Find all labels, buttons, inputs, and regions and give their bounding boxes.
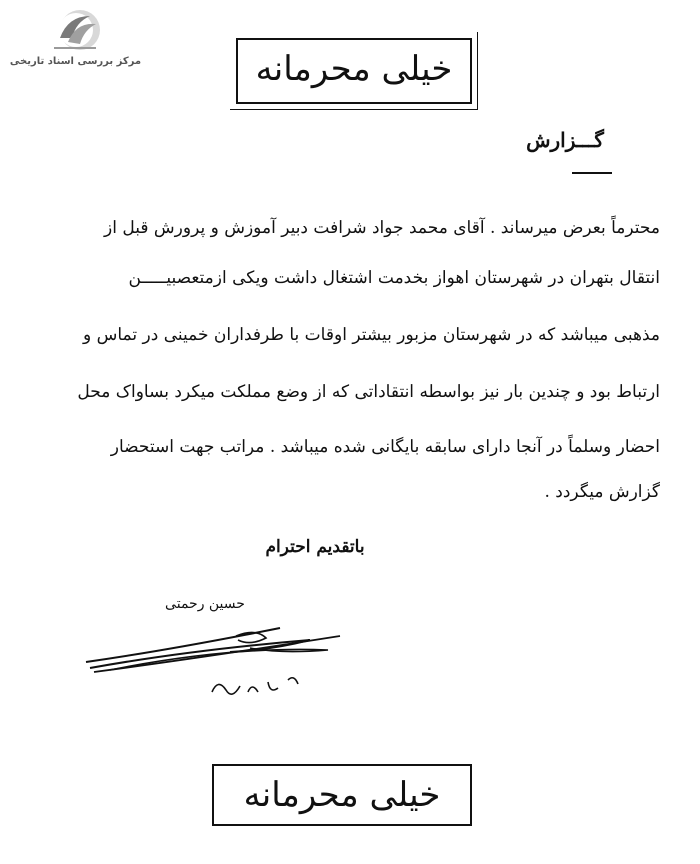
body-line-1: محترماً بعرض میرساند . آقای محمد جواد شرافت دبیر آموزش و پرورش قبل از [104, 218, 660, 238]
stamp-bottom-text: خیلی محرمانه [243, 775, 441, 815]
handwritten-signature [80, 610, 360, 720]
body-line-6: گزارش میگردد . [544, 482, 660, 502]
signer-name: حسین رحمتی [165, 596, 245, 612]
body-line-2: انتقال بتهران در شهرستان اهواز بخدمت اشتغال داشت ویکی ازمتعصبیـــــن [128, 268, 660, 288]
body-line-3: مذهبی میباشد که در شهرستان مزبور بیشتر اوقات با طرفداران خمینی در تماس و [83, 325, 660, 345]
watermark-text: مرکز بررسی اسناد تاریخی [9, 56, 142, 67]
body-line-5: احضار وسلماً در آنجا دارای سابقه بایگانی شده میباشد . مراتب جهت استحضار [110, 437, 660, 457]
report-heading: گـــزارش [526, 128, 604, 152]
watermark [8, 8, 143, 78]
closing-salutation: باتقدیم احترام [265, 537, 365, 557]
archive-center-logo-icon [46, 8, 104, 58]
heading-underline [572, 172, 612, 174]
body-line-4: ارتباط بود و چندین بار نیز بواسطه انتقاداتی که از وضع مملکت میکرد بساواک محل [77, 382, 660, 402]
classification-stamp-bottom [212, 764, 472, 826]
stamp-top-text: خیلی محرمانه [255, 49, 453, 89]
classification-stamp-top [236, 38, 472, 104]
